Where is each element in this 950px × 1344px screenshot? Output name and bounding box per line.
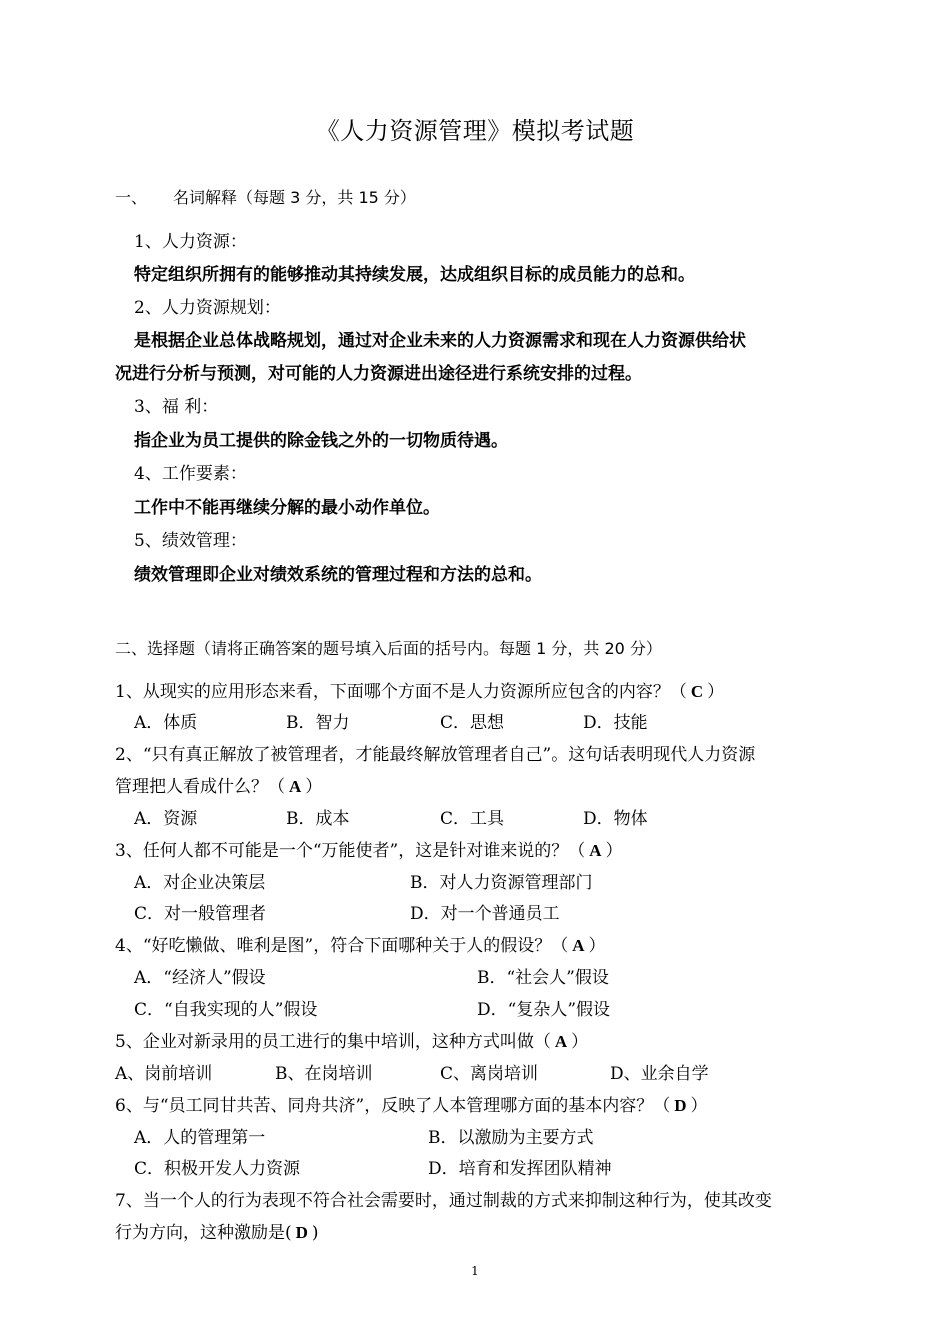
q3-option-c: C．对一般管理者 [134, 904, 267, 924]
q5-option-a: A、岗前培训 [115, 1064, 213, 1084]
answer: D [674, 1096, 687, 1115]
question-text: 5、企业对新录用的员工进行的集中培训，这种方式叫做（ [115, 1032, 551, 1052]
q5-option-b: B、在岗培训 [275, 1064, 373, 1084]
q4-option-c: C．“自我实现的人”假设 [134, 1000, 318, 1020]
definition-2-line-1: 是根据企业总体战略规划，通过对企业未来的人力资源需求和现在人力资源供给状 [134, 331, 746, 351]
question-7 [115, 1221, 319, 1245]
page-number: 1 [471, 1264, 479, 1278]
definition-1: 特定组织所拥有的能够推动其持续发展，达成组织目标的成员能力的总和。 [134, 265, 695, 285]
q6-option-c: C．积极开发人力资源 [134, 1159, 301, 1179]
section-1-label: 名词解释（每题 3 分，共 15 分） [173, 188, 416, 207]
page-title: 《人力资源管理》模拟考试题 [315, 117, 635, 145]
bracket: ） [707, 682, 725, 702]
question-text: 行为方向，这种激励是( [115, 1223, 292, 1243]
q3-option-d: D．对一个普通员工 [410, 904, 560, 924]
question-text: 6、与“员工同甘共苦、同舟共济”，反映了人本管理哪方面的基本内容？（ [115, 1096, 671, 1116]
answer: A [554, 1032, 568, 1051]
q2-option-b: B．成本 [286, 809, 350, 829]
bracket: ） [588, 936, 606, 956]
answer: A [589, 841, 602, 860]
q1-option-a: A．体质 [134, 713, 198, 733]
question-4 [115, 934, 605, 958]
q2-option-d: D．物体 [583, 809, 648, 829]
term-3: 3、福 利： [134, 397, 219, 417]
question-2 [115, 775, 322, 799]
q1-option-b: B．智力 [286, 713, 350, 733]
question-text: 4、“好吃懒做、唯利是图”，符合下面哪种关于人的假设？（ [115, 936, 569, 956]
answer: A [572, 936, 585, 955]
q2-option-a: A．资源 [134, 809, 198, 829]
definition-2-line-2: 况进行分析与预测，对可能的人力资源进出途径进行系统安排的过程。 [115, 364, 642, 384]
term-5: 5、绩效管理： [134, 531, 247, 551]
bracket: ） [305, 777, 323, 797]
bracket: ） [690, 1096, 708, 1116]
q6-option-a: A．人的管理第一 [134, 1128, 266, 1148]
question-text: 3、任何人都不可能是一个“万能使者”，这是针对谁来说的？（ [115, 841, 586, 861]
term-1: 1、人力资源： [134, 232, 247, 252]
q1-option-d: D．技能 [583, 713, 648, 733]
q6-option-d: D．培育和发挥团队精神 [428, 1159, 612, 1179]
q6-option-b: B．以激励为主要方式 [428, 1128, 594, 1148]
term-4: 4、工作要素： [134, 464, 247, 484]
term-2: 2、人力资源规划： [134, 298, 281, 318]
bracket: ） [605, 841, 623, 861]
bracket: ) [311, 1223, 319, 1243]
q3-option-b: B．对人力资源管理部门 [410, 873, 593, 893]
q1-option-c: C．思想 [440, 713, 505, 733]
question-7-line-1: 7、当一个人的行为表现不符合社会需要时，通过制裁的方式来抑制这种行为，使其改变 [115, 1191, 772, 1211]
question-text: 1、从现实的应用形态来看，下面哪个方面不是人力资源所应包含的内容？（ [115, 682, 687, 702]
bracket: ） [571, 1032, 589, 1052]
answer: C [690, 682, 704, 701]
definition-3: 指企业为员工提供的除金钱之外的一切物质待遇。 [134, 431, 508, 451]
q4-option-d: D．“复杂人”假设 [477, 1000, 611, 1020]
answer: D [295, 1223, 308, 1242]
section-1-number: 一、 [115, 188, 148, 207]
question-text: 管理把人看成什么？（ [115, 777, 285, 797]
q4-option-b: B．“社会人”假设 [477, 968, 609, 988]
question-6 [115, 1094, 707, 1118]
definition-4: 工作中不能再继续分解的最小动作单位。 [134, 498, 440, 518]
section-2-heading: 二、选择题（请将正确答案的题号填入后面的括号内。每题 1 分，共 20 分） [115, 639, 662, 658]
q5-option-d: D、业余自学 [610, 1064, 709, 1084]
question-5 [115, 1030, 588, 1054]
q3-option-a: A．对企业决策层 [134, 873, 266, 893]
question-1 [115, 680, 724, 704]
section-1-heading [115, 186, 416, 210]
q5-option-c: C、离岗培训 [440, 1064, 539, 1084]
definition-5: 绩效管理即企业对绩效系统的管理过程和方法的总和。 [134, 565, 542, 585]
q2-option-c: C．工具 [440, 809, 505, 829]
question-2-line-1: 2、“只有真正解放了被管理者，才能最终解放管理者自己”。这句话表明现代人力资源 [115, 745, 756, 765]
answer: A [289, 777, 302, 796]
question-3 [115, 839, 622, 863]
q4-option-a: A．“经济人”假设 [134, 968, 266, 988]
